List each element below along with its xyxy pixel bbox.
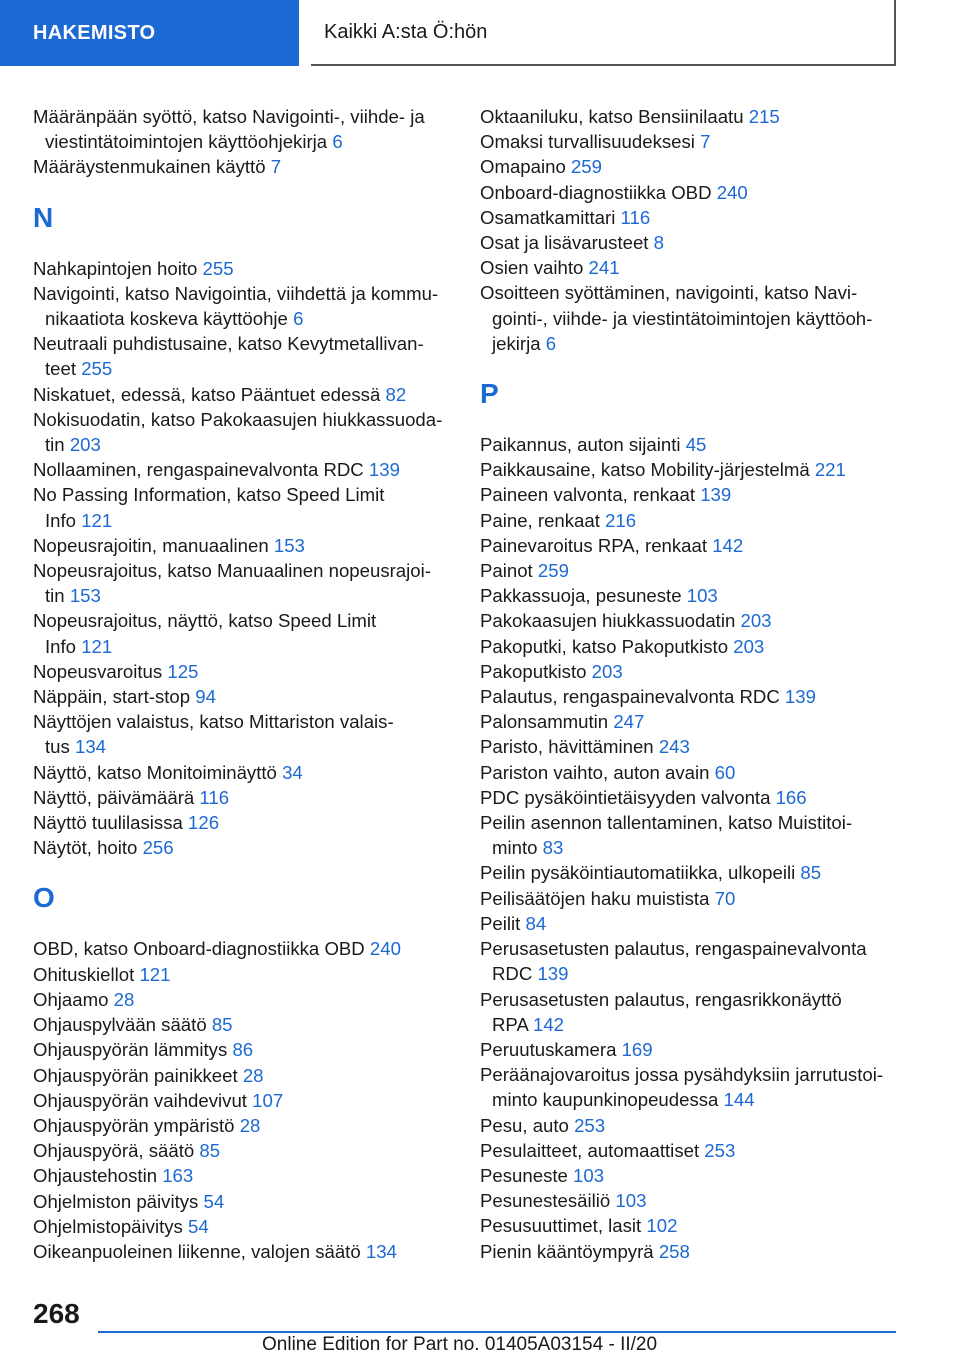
index-entry-continuation: minto kaupunkinopeudessa [492, 1089, 719, 1111]
index-entry-text: Oktaaniluku, katso Bensiinilaatu [480, 106, 744, 127]
index-entry [33, 1189, 453, 1214]
index-entry-continuation: Info [45, 509, 77, 531]
page-reference-link[interactable]: 203 [591, 660, 623, 682]
index-entry [480, 785, 900, 810]
index-entry [33, 154, 453, 179]
index-entry [480, 1138, 900, 1163]
index-entry-continuation: tus [45, 736, 70, 758]
index-entry-continuation: nikaatiota koskeva käyttöohje [45, 308, 288, 330]
index-entry [33, 1239, 453, 1264]
index-entry [480, 860, 900, 885]
index-entry-text: Pesusuuttimet, lasit [480, 1215, 642, 1237]
index-entry-text: Nopeusvaroitus [33, 660, 163, 682]
index-entry-text: Peräänajovaroitus jossa pysähdyksiin jarrutustoi- [480, 1064, 884, 1086]
page-reference-link[interactable]: 221 [814, 459, 846, 481]
index-entry-text: Peilisäätöjen haku muistista [480, 887, 710, 909]
page-reference-link[interactable]: 253 [574, 1114, 606, 1136]
index-entry [480, 1062, 900, 1112]
index-column-left [33, 104, 453, 1264]
index-entry-text: PDC pysäköintietäisyyden valvonta [480, 786, 771, 808]
index-entry [33, 785, 453, 810]
index-entry-text: Peilin pysäköintiautomatiikka, ulkopeili [480, 862, 796, 884]
index-entry [480, 936, 900, 986]
page-reference-link[interactable]: 103 [573, 1164, 605, 1186]
index-entry-text: Pesuneste [480, 1164, 568, 1186]
page-reference-link[interactable]: 121 [81, 635, 113, 657]
index-entry-text: Omaksi turvallisuudeksesi [480, 131, 695, 153]
page-reference-link[interactable]: 6 [293, 308, 304, 330]
page-reference-link[interactable]: 259 [537, 560, 569, 582]
index-entry [480, 558, 900, 583]
index-entry-text: Omapaino [480, 156, 566, 178]
index-entry [33, 760, 453, 785]
page-reference-link[interactable]: 86 [232, 1039, 254, 1061]
index-entry-text: Peilin asennon tallentaminen, katso Muistitoi- [480, 812, 853, 834]
index-entry-continuation: minto [492, 837, 538, 859]
index-entry-text: Pakkassuoja, pesuneste [480, 585, 682, 607]
page-reference-link[interactable]: 153 [273, 534, 305, 556]
section-letter-heading: O [33, 882, 55, 914]
index-entry [480, 432, 900, 457]
index-entry [33, 104, 453, 154]
index-column-right [480, 104, 900, 1264]
page-reference-link[interactable]: 28 [242, 1064, 264, 1086]
index-entry [480, 129, 900, 154]
footer-divider [98, 1331, 896, 1333]
index-entry-text: Niskatuet, edessä, katso Pääntuet edessä [33, 383, 381, 405]
index-entry-text: Pienin kääntöympyrä [480, 1240, 654, 1262]
index-entry-text: Ohjauspyörä, säätö [33, 1140, 195, 1162]
index-entry-text: Osat ja lisävarusteet [480, 232, 649, 254]
index-entry [33, 1163, 453, 1188]
index-entry [480, 760, 900, 785]
index-entry-text: Näyttö tuulilasissa [33, 812, 183, 834]
index-entry [33, 482, 453, 532]
page-reference-link[interactable]: 8 [653, 232, 664, 254]
index-entry-text: Palautus, rengaspainevalvonta RDC [480, 686, 780, 708]
index-entry-text: Neutraali puhdistusaine, katso Kevytmetallivan- [33, 333, 424, 355]
index-entry [33, 331, 453, 381]
index-entry-text: Peilit [480, 912, 521, 934]
page-reference-link[interactable]: 243 [658, 736, 690, 758]
page-reference-link[interactable]: 203 [733, 635, 765, 657]
page-reference-link[interactable]: 216 [605, 509, 637, 531]
index-entry [33, 835, 453, 860]
index-entry [480, 180, 900, 205]
index-entry-text: Ohituskiellot [33, 963, 135, 985]
index-entry [480, 280, 900, 356]
page-header [0, 0, 960, 66]
page-reference-link[interactable]: 28 [239, 1114, 261, 1136]
index-entry [480, 1239, 900, 1264]
index-entry [480, 508, 900, 533]
index-entry-text: OBD, katso Onboard-diagnostiikka OBD [33, 938, 365, 960]
index-entry-text: Pakokaasujen hiukkassuodatin [480, 610, 736, 632]
index-entry-text: Määräystenmukainen käyttö [33, 156, 266, 178]
index-entry-text: Pakoputki, katso Pakoputkisto [480, 635, 729, 657]
index-entry-text: Perusasetusten palautus, rengaspainevalvonta [480, 938, 867, 960]
page-reference-link[interactable]: 7 [700, 131, 711, 153]
page-reference-link[interactable]: 139 [700, 484, 732, 506]
page-reference-link[interactable]: 121 [81, 509, 113, 531]
index-entry-text: Pesulaitteet, automaattiset [480, 1139, 700, 1161]
index-entry-continuation: Info [45, 635, 77, 657]
index-entry-text: Määränpään syöttö, katso Navigointi-, viihde- ja [33, 106, 425, 127]
footer-edition-text: Online Edition for Part no. 01405A03154 - II/20 [262, 1334, 658, 1355]
index-entry-text: Nopeusrajoitus, näyttö, katso Speed Limit [33, 610, 377, 632]
index-entry [480, 810, 900, 860]
page-number: 268 [33, 1298, 80, 1329]
index-entry-text: Ohjaamo [33, 988, 109, 1010]
index-entry-text: Palonsammutin [480, 711, 609, 733]
page-reference-link[interactable]: 116 [620, 206, 651, 228]
page-reference-link[interactable]: 144 [723, 1089, 755, 1111]
index-entry [480, 205, 900, 230]
index-entry [33, 1037, 453, 1062]
index-entry [33, 256, 453, 281]
page-reference-link[interactable]: 241 [588, 257, 620, 279]
page-reference-link[interactable]: 85 [199, 1140, 221, 1162]
page-reference-link[interactable]: 103 [686, 585, 718, 607]
index-entry-text: Paikannus, auton sijainti [480, 434, 681, 456]
index-entry-text: Ohjauspyörän painikkeet [33, 1064, 238, 1086]
page-reference-link[interactable]: 7 [270, 156, 282, 178]
index-entry [480, 583, 900, 608]
index-entry [33, 1138, 453, 1163]
index-entry [33, 533, 453, 558]
index-entry-text: Nopeusrajoitin, manuaalinen [33, 534, 269, 556]
index-entry [33, 457, 453, 482]
index-entry [33, 1063, 453, 1088]
page-reference-link[interactable]: 166 [775, 786, 807, 808]
index-entry [480, 1188, 900, 1213]
page-reference-link[interactable]: 6 [545, 332, 557, 354]
page-reference-link[interactable]: 45 [685, 434, 707, 456]
index-entry [480, 154, 900, 179]
index-entry-continuation: teet [45, 358, 77, 380]
page-reference-link[interactable]: 54 [203, 1190, 225, 1212]
page-reference-link[interactable]: 163 [162, 1165, 194, 1187]
index-entry-continuation: jekirja [492, 332, 541, 354]
index-entry [480, 1113, 900, 1138]
page-reference-link[interactable]: 85 [211, 1014, 233, 1036]
index-entry-text: Paine, renkaat [480, 509, 600, 531]
page-reference-link[interactable]: 153 [69, 585, 101, 607]
index-entry [480, 457, 900, 482]
index-entry-text: Osoitteen syöttäminen, navigointi, katso Navi- [480, 282, 858, 304]
page-reference-link[interactable]: 240 [716, 181, 748, 203]
index-entry [480, 1213, 900, 1238]
index-entry [33, 382, 453, 407]
index-entry-text: Pakoputkisto [480, 660, 587, 682]
index-entry [33, 659, 453, 684]
index-entry [33, 407, 453, 457]
page-reference-link[interactable]: 83 [542, 837, 564, 859]
page-reference-link[interactable]: 82 [385, 383, 407, 405]
index-entry-text: Pesunestesäiliö [480, 1190, 611, 1212]
index-entry-text: Nahkapintojen hoito [33, 257, 198, 279]
index-entry-text: Ohjauspylvään säätö [33, 1014, 207, 1036]
index-entry [480, 1037, 900, 1062]
index-entry-text: Ohjaustehostin [33, 1165, 158, 1187]
index-entry-text: Ohjelmistopäivitys [33, 1215, 183, 1237]
page-reference-link[interactable]: 259 [570, 156, 602, 178]
index-entry [480, 104, 900, 129]
index-entry [480, 911, 900, 936]
page-reference-link[interactable]: 255 [81, 358, 113, 380]
index-entry-continuation: viestintätoimintojen käyttöohjekirja [45, 131, 328, 153]
index-entry [480, 659, 900, 684]
index-entry [33, 1214, 453, 1239]
page-reference-link[interactable]: 121 [139, 963, 171, 985]
index-entry-text: Nokisuodatin, katso Pakokaasujen hiukkassuoda- [33, 408, 443, 430]
index-entry-text: Näppäin, start-stop [33, 686, 191, 708]
index-entry-text: Oikeanpuoleinen liikenne, valojen säätö [33, 1240, 361, 1262]
index-entry-text: Ohjauspyörän vaihdevivut [33, 1089, 247, 1111]
index-entry [480, 255, 900, 280]
index-entry-text: Nopeusrajoitus, katso Manuaalinen nopeusrajoi- [33, 560, 431, 582]
index-entry [33, 987, 453, 1012]
page-reference-link[interactable]: 103 [615, 1190, 647, 1212]
section-letter-heading: N [33, 201, 54, 233]
page-reference-link[interactable]: 256 [142, 837, 174, 859]
index-entry [480, 608, 900, 633]
index-entry-continuation: tin [45, 434, 65, 456]
index-entry [480, 987, 900, 1037]
index-entry-text: Painot [480, 560, 533, 582]
page-reference-link[interactable]: 142 [712, 534, 744, 556]
index-entry-text: No Passing Information, katso Speed Limit [33, 484, 385, 506]
section-title: Kaikki A:sta Ö:hön [311, 0, 896, 66]
page-reference-link[interactable]: 102 [646, 1215, 678, 1237]
index-entry [480, 709, 900, 734]
index-entry [33, 608, 453, 658]
page-reference-link[interactable]: 215 [748, 106, 780, 127]
page-reference-link[interactable]: 60 [714, 761, 736, 783]
index-entry-text: Painevaroitus RPA, renkaat [480, 534, 708, 556]
index-entry-text: Näyttöjen valaistus, katso Mittariston valais- [33, 711, 394, 733]
index-entry [33, 962, 453, 987]
page-reference-link[interactable]: 34 [282, 761, 303, 783]
index-entry-text: Peruutuskamera [480, 1038, 617, 1060]
index-entry-text: Pariston vaihto, auton avain [480, 761, 710, 783]
index-entry-text: Ohjelmiston päivitys [33, 1190, 199, 1212]
page-reference-link[interactable]: 142 [533, 1013, 565, 1035]
section-letter-heading: P [480, 378, 499, 410]
index-entry-continuation: RPA [492, 1013, 528, 1035]
index-entry [33, 1113, 453, 1138]
index-entry [33, 709, 453, 759]
index-entry-text: Paristo, hävittäminen [480, 736, 654, 758]
index-entry-text: Näyttö, päivämäärä [33, 786, 195, 808]
page-reference-link[interactable]: 6 [332, 131, 343, 153]
page-reference-link[interactable]: 126 [188, 812, 220, 834]
index-entry-text: Perusasetusten palautus, rengasrikkonäyttö [480, 988, 842, 1010]
index-entry-continuation: RDC [492, 963, 533, 985]
index-entry-text: Näytöt, hoito [33, 837, 138, 859]
page-reference-link[interactable]: 203 [740, 610, 772, 632]
index-entry-text: Onboard-diagnostiikka OBD [480, 181, 712, 203]
page-reference-link[interactable]: 139 [784, 686, 816, 708]
page-reference-link[interactable]: 169 [621, 1038, 653, 1060]
index-entry-text: Ohjauspyörän ympäristö [33, 1114, 235, 1136]
index-entry-text: Osamatkamittari [480, 206, 616, 228]
page-reference-link[interactable]: 203 [69, 434, 101, 456]
page-reference-link[interactable]: 84 [525, 912, 547, 934]
index-entry-text: Paineen valvonta, renkaat [480, 484, 696, 506]
page-reference-link[interactable]: 255 [202, 257, 234, 279]
index-entry [33, 936, 453, 961]
index-entry [480, 533, 900, 558]
page-reference-link[interactable]: 85 [800, 862, 822, 884]
page-reference-link[interactable]: 258 [658, 1240, 690, 1262]
index-entry [33, 1012, 453, 1037]
page-reference-link[interactable]: 107 [252, 1089, 284, 1111]
index-entry-text: Paikkausaine, katso Mobility-järjestelmä [480, 459, 810, 481]
index-entry [33, 1088, 453, 1113]
index-entry-text: Näyttö, katso Monitoiminäyttö [33, 761, 277, 783]
page-reference-link[interactable]: 125 [167, 660, 199, 682]
index-entry-text: Nollaaminen, rengaspainevalvonta RDC [33, 459, 364, 481]
index-entry [480, 1163, 900, 1188]
index-entry [480, 482, 900, 507]
index-entry-text: Navigointi, katso Navigointia, viihdettä ja kommu- [33, 282, 439, 304]
section-tab[interactable]: HAKEMISTO [0, 0, 299, 66]
index-entry-text: Pesu, auto [480, 1114, 569, 1136]
page-reference-link[interactable]: 139 [537, 963, 569, 985]
page-reference-link[interactable]: 70 [714, 887, 736, 909]
index-entry-text: Ohjauspyörän lämmitys [33, 1039, 228, 1061]
index-entry [33, 281, 453, 331]
index-entry [480, 684, 900, 709]
index-entry [33, 558, 453, 608]
page-reference-link[interactable]: 116 [199, 786, 230, 808]
page-reference-link[interactable]: 253 [704, 1139, 736, 1161]
page-reference-link[interactable]: 240 [369, 938, 401, 960]
index-entry [480, 230, 900, 255]
page-reference-link[interactable]: 134 [74, 736, 107, 758]
page-reference-link[interactable]: 139 [368, 459, 400, 481]
index-entry [480, 634, 900, 659]
page-reference-link[interactable]: 28 [113, 988, 135, 1010]
page-reference-link[interactable]: 54 [188, 1215, 209, 1237]
page-reference-link[interactable]: 247 [613, 711, 645, 733]
index-entry [33, 810, 453, 835]
page-reference-link[interactable]: 134 [365, 1240, 397, 1262]
page-reference-link[interactable]: 94 [195, 686, 216, 708]
index-entry [33, 684, 453, 709]
index-entry-text: Osien vaihto [480, 257, 584, 279]
index-entry-continuation: tin [45, 585, 65, 607]
index-entry [480, 886, 900, 911]
index-entry-continuation: gointi-, viihde- ja viestintätoimintojen käyttöoh- [492, 307, 873, 329]
index-entry [480, 734, 900, 759]
